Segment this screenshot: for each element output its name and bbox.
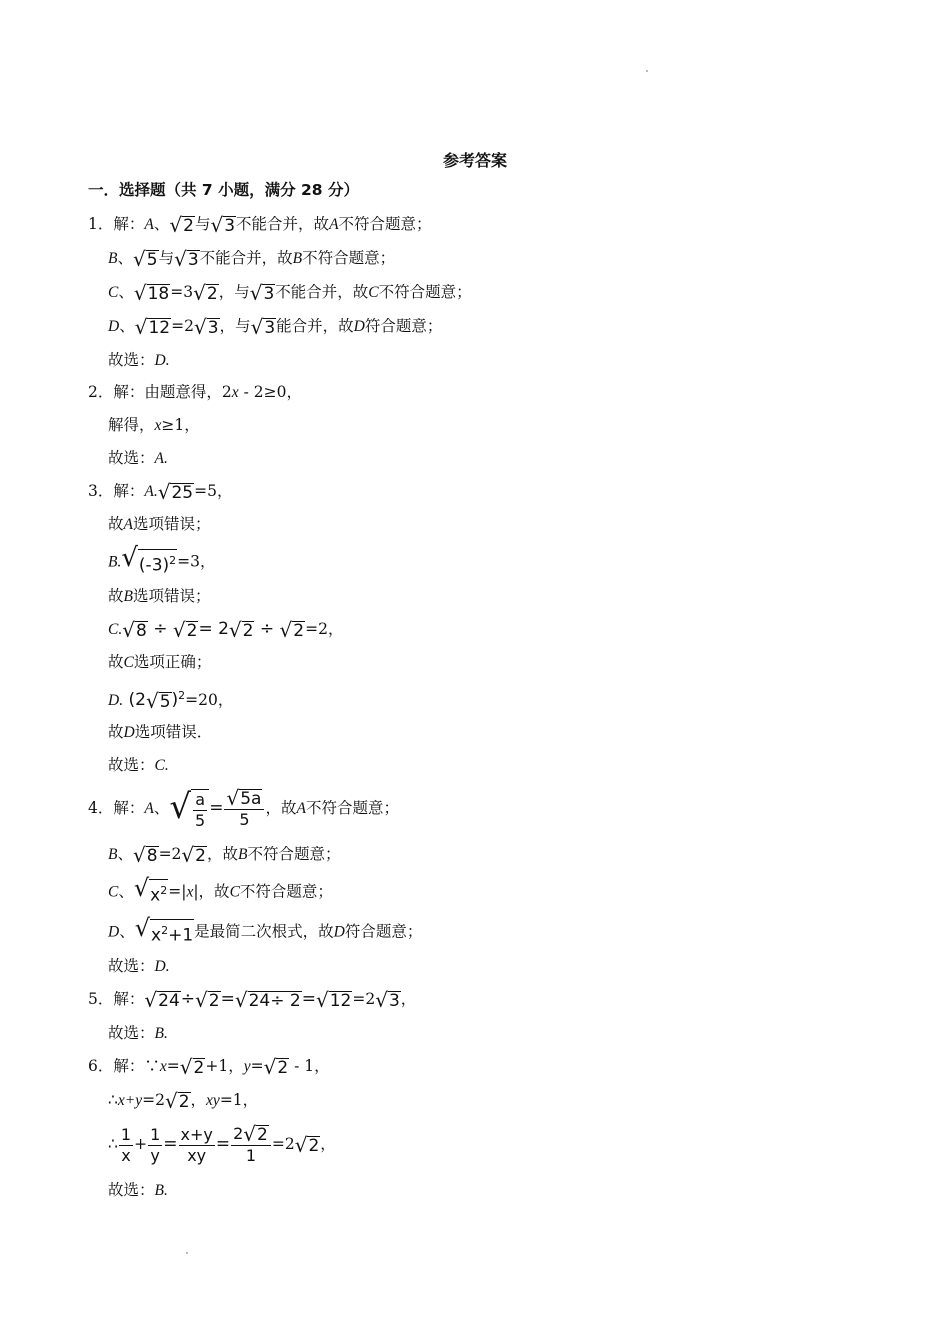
q6-frac-1 <box>119 1125 133 1166</box>
q4-d-text: 是最简二次根式，故 <box>194 922 334 941</box>
q6-sqrt-1: √ 2 <box>179 1054 205 1079</box>
q1-d-sep: 、 <box>119 317 135 335</box>
q1-d-sqrt-1: √ 12 <box>134 314 171 339</box>
q1-b-text: 不能合并，故 <box>199 249 293 267</box>
q4-d-rx: x <box>151 925 162 946</box>
q6-frac-2 <box>148 1125 162 1166</box>
page-mark-bottom <box>186 1252 188 1254</box>
q3-b-label: B. <box>108 553 122 571</box>
q5-answer: B. <box>154 1025 168 1042</box>
q6-line-2 <box>108 1090 258 1112</box>
q2-choose: 故选： <box>108 449 155 467</box>
q6-f4-r: 2 <box>257 1125 268 1145</box>
q4-b-r2: 2 <box>195 845 206 866</box>
q1-c-sqrt-1: √ 18 <box>133 280 170 305</box>
q6-eq-2: = <box>215 1134 231 1154</box>
q3-d-conclusion <box>108 722 212 743</box>
q3-d-sqrt: √ 5 <box>145 688 171 713</box>
q3-c-sqrt-1: √ 8 <box>122 617 147 642</box>
q1-d-sqrt-2: √ 3 <box>193 314 219 339</box>
q1-d-sqrt-3: √ 3 <box>250 314 276 339</box>
q1-c-text: 不能合并，故 <box>275 283 369 301</box>
q1-d-mid: ，与 <box>219 317 251 335</box>
q3-a-conc-1: 故 <box>108 515 124 533</box>
q3-b-r: (-3) <box>138 555 170 576</box>
q1-b-sep: 、 <box>117 249 133 267</box>
q5-r2: 2 <box>208 990 220 1011</box>
q3-c-conc-2: 选项正确； <box>133 653 212 671</box>
q1-c-opt: C <box>368 284 379 301</box>
q1-a-r2: 3 <box>224 215 236 236</box>
page-mark <box>646 70 648 72</box>
q3-a-eq: =5， <box>194 482 233 500</box>
q3-d-pow: 2 <box>178 689 186 702</box>
q3-line-b <box>108 543 216 577</box>
q5-end: ， <box>400 990 417 1008</box>
q1-c-r3: 3 <box>263 283 275 304</box>
q1-jie: 解： <box>113 215 145 233</box>
q6-l2-sqrt: √ 2 <box>164 1088 190 1113</box>
q4-b-text: ，故 <box>207 845 239 863</box>
q1-d-label: D <box>108 318 120 335</box>
q4-b-r1: 8 <box>146 845 158 866</box>
q6-l2-xy: x+y <box>117 1092 143 1109</box>
q3-choose: 故选： <box>108 756 155 774</box>
q4-b-sqrt-2: √ 2 <box>181 842 206 867</box>
q4-d-label: D <box>108 923 120 941</box>
q6-f3-den: xy <box>187 1145 207 1165</box>
q4-c-sqrt: √ $x^2$ <box>133 874 168 906</box>
q1-a-sqrt-1: √ 2 <box>169 212 194 237</box>
q6-f2-num: 1 <box>150 1124 161 1144</box>
q4-c-rx: x <box>150 885 161 906</box>
q6-therefore-1: ∴ <box>108 1091 118 1109</box>
q6-choose: 故选： <box>108 1181 155 1199</box>
q4-a-sqrt-frac: √ $\frac{a}{5}$ <box>169 788 209 831</box>
q4-line-d <box>108 914 423 947</box>
q6-plus: + <box>134 1135 148 1153</box>
q2-l2-rest: ≥1， <box>161 416 200 434</box>
q5-div1: ÷ <box>180 989 196 1009</box>
q1-b-sqrt-2: √ 3 <box>174 246 199 271</box>
q6-l2-end: =1， <box>219 1091 259 1109</box>
q6-frac-3 <box>179 1125 215 1166</box>
q1-line-b <box>108 248 395 270</box>
q3-c-eq1: = 2 <box>198 619 229 639</box>
q6-f3-num: x+y <box>180 1124 213 1144</box>
q6-eq1: = <box>166 1057 180 1075</box>
q3-c-div2: ÷ <box>254 619 280 639</box>
q4-c-sep: 、 <box>118 882 134 901</box>
q4-d-opt: D <box>333 923 345 941</box>
q4-c-end: 不符合题意； <box>239 882 333 901</box>
q1-c-mid: ，与 <box>218 283 250 301</box>
q5-r1: 24 <box>158 990 180 1011</box>
q6-p2: - 1， <box>289 1057 330 1075</box>
q6-line-3 <box>108 1122 336 1166</box>
q4-b-end: 不符合题意； <box>247 845 341 863</box>
q4-choice <box>108 956 170 977</box>
q1-d-r3: 3 <box>264 317 276 338</box>
q3-c-r2: 2 <box>186 620 198 641</box>
q1-line-d <box>108 316 442 338</box>
q1-d-text: 能合并，故 <box>276 317 354 335</box>
q6-eq-3: =2 <box>271 1135 295 1153</box>
q4-b-sep: 、 <box>117 845 133 863</box>
page-title: 参考答案 <box>442 151 507 170</box>
q4-a-opt: A <box>296 800 306 817</box>
q1-b-r2: 3 <box>187 249 199 270</box>
q4-a-rnum-sqrt: √ 5a <box>226 786 262 810</box>
q6-p1: +1， <box>205 1057 244 1075</box>
q6-f4-sqrt: √ 2 <box>243 1122 268 1146</box>
q5-eq2: = <box>301 989 316 1009</box>
q6-y: y <box>243 1058 251 1075</box>
q6-l3-sqrt: √ 2 <box>294 1132 320 1157</box>
q2-answer: A. <box>154 450 168 467</box>
q3-c-eq2: =2， <box>305 620 344 638</box>
q4-line-c <box>108 874 333 907</box>
q4-a-sep: 、 <box>153 799 170 817</box>
q4-d-sqrt: √ $x^2+1$ <box>134 914 194 946</box>
q4-a-label: A <box>144 800 154 817</box>
q3-a-label: A. <box>144 483 158 500</box>
q6-therefore-2: ∴ <box>108 1135 118 1153</box>
q1-b-opt: B <box>292 250 303 267</box>
q6-answer: B. <box>154 1182 168 1199</box>
q1-choose: 故选： <box>108 351 155 369</box>
q1-a-yu: 与 <box>194 215 211 233</box>
q3-b-conc-2: 选项错误； <box>132 587 211 605</box>
q3-d-eq: =20， <box>185 691 234 710</box>
q2-l2-text: 解得， <box>108 416 155 434</box>
q4-b-sqrt-1: √ 8 <box>132 842 158 867</box>
q6-f1-num: 1 <box>120 1124 132 1144</box>
q6-r1: 2 <box>193 1057 205 1078</box>
q3-c-sqrt-3: √ 2 <box>228 617 254 642</box>
q6-because: ∵ <box>144 1057 160 1075</box>
q4-c-label: C <box>108 883 119 901</box>
q4-c-eq: =| <box>168 882 187 901</box>
q3-c-r1: 8 <box>135 620 147 641</box>
q1-b-label: B <box>108 250 118 267</box>
q5-eq3: =2 <box>352 990 376 1008</box>
q1-d-eq: =2 <box>171 317 194 335</box>
q6-l2-eq: =2 <box>142 1091 165 1109</box>
q1-a-r1: 2 <box>183 215 194 236</box>
q1-d-opt: D <box>353 318 365 335</box>
q5-sqrt-4: √ 12 <box>315 987 352 1012</box>
q3-c-sqrt-2: √ 2 <box>172 617 198 642</box>
q3-c-sqrt-4: √ 2 <box>279 617 305 642</box>
q3-d-conc-1: 故 <box>108 723 124 741</box>
q3-a-conclusion <box>108 514 211 535</box>
q1-a-sep: 、 <box>153 215 170 233</box>
q1-d-end: 符合题意； <box>364 317 443 335</box>
q3-line-c <box>108 619 343 641</box>
q1-line-c <box>108 282 472 304</box>
q2-l2-x: x <box>154 417 162 434</box>
q4-a-result-frac <box>224 788 264 830</box>
q1-c-sqrt-3: √ 3 <box>249 280 275 305</box>
q1-a-text: 不能合并，故 <box>236 215 330 233</box>
q6-sqrt-2: √ 2 <box>263 1054 289 1079</box>
q5-eq1: = <box>220 989 235 1009</box>
q6-choice <box>108 1180 168 1201</box>
q6-l2-r: 2 <box>178 1091 190 1112</box>
q5-line-1 <box>88 989 416 1011</box>
q4-a-eq: = <box>209 798 224 818</box>
q3-d-r: 5 <box>159 691 171 712</box>
q4-d-plus: +1 <box>168 925 194 946</box>
q5-choose: 故选： <box>108 1024 155 1042</box>
q3-choice <box>108 755 169 776</box>
q3-d-open: (2 <box>123 690 146 711</box>
q1-c-r1: 18 <box>147 283 170 304</box>
q3-d-conc-2: 选项错误． <box>134 723 213 741</box>
q6-jie: 解： <box>113 1057 145 1075</box>
q4-jie: 解： <box>113 799 145 817</box>
q3-c-r4: 2 <box>293 620 305 641</box>
q3-c-div1: ÷ <box>147 619 173 639</box>
q1-a-sqrt-2: √ 3 <box>210 212 236 237</box>
q6-eq2: = <box>250 1057 264 1075</box>
q1-a-end: 不符合题意； <box>338 215 432 233</box>
q4-a-frac <box>193 790 207 831</box>
q1-d-r2: 3 <box>207 317 219 338</box>
q1-b-end: 不符合题意； <box>302 249 396 267</box>
q3-line-a <box>88 481 232 503</box>
q2-line-2 <box>108 415 200 436</box>
q4-choose: 故选： <box>108 957 155 975</box>
q4-d-pow: 2 <box>161 924 169 937</box>
q6-frac-4 <box>231 1124 271 1166</box>
q4-b-eq: =2 <box>158 845 182 863</box>
q3-c-r3: 2 <box>242 620 254 641</box>
q2-l1-text: 由题意得，2 <box>144 383 232 401</box>
q2-choice <box>108 448 168 469</box>
q4-a-num: a <box>195 789 206 809</box>
q3-a-conc-2: 选项错误； <box>132 515 211 533</box>
q4-d-end: 符合题意； <box>344 922 423 941</box>
q3-c-conc-opt: C <box>123 654 134 671</box>
q4-a-text: ，故 <box>265 799 297 817</box>
q6-l2-mid: ， <box>190 1091 207 1109</box>
q3-number: 3． <box>88 482 114 500</box>
q3-b-eq: =3， <box>177 552 216 571</box>
q4-c-opt: C <box>229 883 240 901</box>
q1-line-a <box>88 214 432 236</box>
q3-a-r: 25 <box>171 482 194 503</box>
q1-b-r1: 5 <box>146 249 158 270</box>
q3-d-close: ) <box>171 690 179 711</box>
q1-c-sqrt-2: √ 2 <box>193 280 218 305</box>
q5-sqrt-2: √ 2 <box>195 987 220 1012</box>
q3-c-conc-1: 故 <box>108 653 124 671</box>
q3-b-pow: 2 <box>169 554 177 567</box>
q4-a-den: 5 <box>195 810 206 830</box>
q2-line-1 <box>88 382 302 403</box>
q1-a-opt: A <box>329 216 339 233</box>
q6-f4-coef: 2 <box>233 1124 244 1143</box>
q5-r5: 3 <box>388 990 400 1011</box>
q3-c-label: C. <box>108 621 123 638</box>
q5-r3: 24÷ 2 <box>248 990 301 1011</box>
q1-a-label: A <box>144 216 154 233</box>
q6-number: 6． <box>88 1057 114 1075</box>
q3-b-conc-1: 故 <box>108 587 124 605</box>
q3-a-conc-opt: A <box>123 516 133 533</box>
q3-d-conc-opt: D <box>123 724 135 741</box>
q4-answer: D. <box>154 958 170 975</box>
q5-choice <box>108 1023 168 1044</box>
q5-r4: 12 <box>329 990 352 1011</box>
q4-line-a <box>88 786 399 831</box>
q1-number: 1． <box>88 215 114 233</box>
q4-b-label: B <box>108 846 118 863</box>
q1-c-eq: =3 <box>170 283 194 301</box>
q3-d-label: D. <box>108 692 124 710</box>
q4-a-rnum: 5a <box>240 789 262 809</box>
q4-a-end: 不符合题意； <box>305 799 399 817</box>
q2-jie: 解： <box>113 383 145 401</box>
q6-f4-den: 1 <box>245 1146 257 1165</box>
q6-l3-r: 2 <box>308 1135 320 1156</box>
q4-number: 4． <box>88 799 114 817</box>
q4-c-close: |，故 <box>193 882 230 901</box>
q3-c-conclusion <box>108 652 211 673</box>
q1-c-label: C <box>108 284 119 301</box>
q6-f2-den: y <box>150 1145 160 1165</box>
q3-line-d <box>108 686 233 712</box>
q5-sqrt-5: √ 3 <box>375 987 400 1012</box>
q6-line-1 <box>88 1056 330 1078</box>
q4-a-rden: 5 <box>239 810 250 829</box>
q2-l1-rest: - 2≥0， <box>238 383 302 401</box>
q1-choice <box>108 350 170 371</box>
q3-answer: C. <box>154 757 169 774</box>
q4-line-b <box>108 844 341 866</box>
q3-b-conc-opt: B <box>123 588 133 605</box>
q1-c-r2: 2 <box>206 283 218 304</box>
q3-jie: 解： <box>113 482 145 500</box>
section-heading: 一．选择题（共 7 小题，满分 28 分） <box>88 181 359 199</box>
q1-d-r1: 12 <box>148 317 171 338</box>
q6-r2: 2 <box>277 1057 289 1078</box>
q5-sqrt-3: √ 24÷ 2 <box>234 987 301 1012</box>
q4-d-sep: 、 <box>119 922 135 941</box>
q2-l1-x: x <box>231 384 239 401</box>
q2-number: 2． <box>88 383 114 401</box>
q1-b-sqrt-1: √ 5 <box>132 246 158 271</box>
q3-a-sqrt: √ 25 <box>157 479 194 504</box>
q6-l2-prod: xy <box>206 1092 220 1109</box>
q5-number: 5． <box>88 990 114 1008</box>
q4-c-abs: x <box>186 883 194 901</box>
q6-eq-1: = <box>163 1134 178 1154</box>
q6-l3-end: ， <box>320 1135 336 1153</box>
q4-c-pow: 2 <box>160 884 168 897</box>
q1-answer: D. <box>154 352 170 369</box>
q3-b-sqrt: √ $(-3)^2$ <box>121 543 177 576</box>
q6-x: x <box>159 1058 167 1075</box>
q1-c-sep: 、 <box>118 283 134 301</box>
q3-b-conclusion <box>108 586 211 607</box>
q5-jie: 解： <box>113 990 145 1008</box>
q4-b-opt: B <box>238 846 248 863</box>
q1-b-yu: 与 <box>158 249 175 267</box>
q6-f1-den: x <box>121 1145 131 1165</box>
q1-c-end: 不符合题意； <box>378 283 472 301</box>
q5-sqrt-1: √ 24 <box>144 987 180 1012</box>
